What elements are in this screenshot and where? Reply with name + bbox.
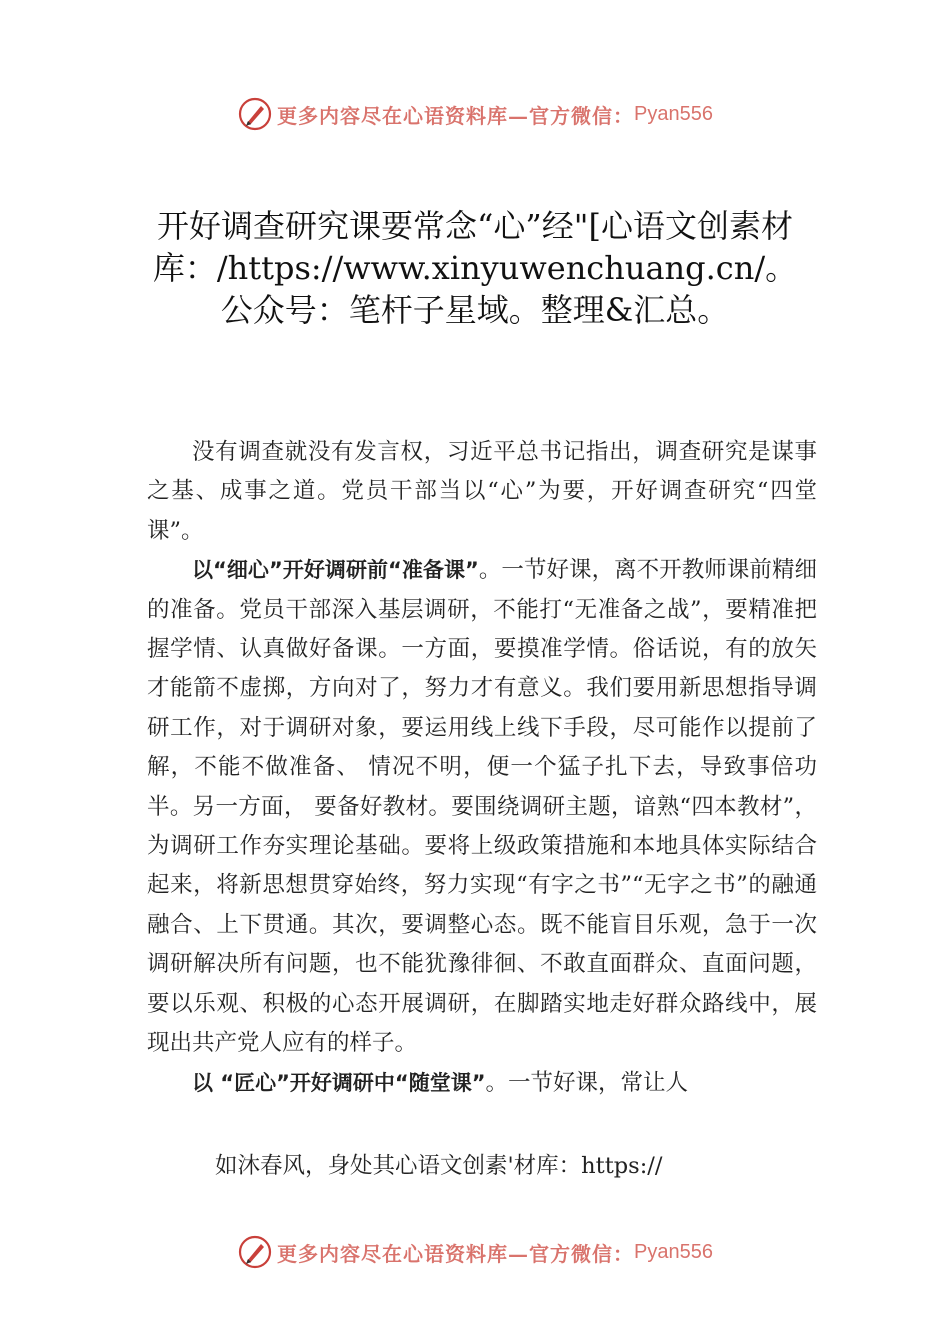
paragraph [147, 433, 817, 551]
paragraph-text: 没有调查就没有发言权，习近平总书记指出，调查研究是谋事之基、成事之道。党员干部当以“心”为要，开好调查研究“四堂课”。 [147, 439, 817, 544]
banner-text: 更多内容尽在心语资料库—官方微信： [277, 1241, 635, 1266]
paragraph-lead: 以 “匠心”开好调研中“随堂课” [192, 1070, 486, 1095]
header-banner [0, 94, 950, 134]
wechat-id: Pyan556 [634, 102, 713, 125]
pen-logo-icon [237, 96, 273, 132]
page-title: 开好调查研究课要常念“心”经"[心语文创素材库：/https://www.xinyuwenchuang.cn/。公众号：笔杆子星域。整理&汇总。 [152, 207, 798, 329]
paragraph [147, 1064, 817, 1103]
banner-text: 更多内容尽在心语资料库—官方微信： [277, 103, 635, 128]
paragraph-lead: 以“细心”开好调研前“准备课” [192, 558, 479, 583]
pen-logo-icon [237, 1234, 273, 1270]
continuation-line: 如沐春风，身处其心语文创素'材库：https:// [215, 1153, 663, 1179]
paragraph [147, 551, 817, 1063]
paragraph-text: 。一节好课，常让人 [485, 1069, 689, 1096]
wechat-id: Pyan556 [634, 1240, 713, 1263]
footer-banner [0, 1232, 950, 1272]
paragraph-text: 。一节好课，离不开教师课前精细的准备。党员干部深入基层调研，不能打“无准备之战”，要精准把握学情、认真做好备课。一方面，要摸准学情。俗话说，有的放矢才能箭不虚掷，方向对了，努力才有意义。我们要用新思想指导调研工作，对于调研对象，要运用线上线下手段，尽可能作以提前了解，不能不做准备、 情况不明，便一个猛子扎下去，导致事倍功半。另一方面， 要备好教材。要围绕调研主题，谙熟“四本教材”，为调研工作夯实理论基础。要将上级政策措施和本地具体实际结合起来，将新思想贯穿始终，努力实现“有字之书”“无字之书”的融通融合、上下贯通。其次，要调整心态。既不能盲目乐观，急于一次调研解决所有问题，也不能犹豫徘徊、不敢直面群众、直面问题，要以乐观、积极的心态开展调研，在脚踏实地走好群众路线中，展现出共产党人应有的样子。 [147, 557, 817, 1057]
article-body [147, 433, 817, 1103]
